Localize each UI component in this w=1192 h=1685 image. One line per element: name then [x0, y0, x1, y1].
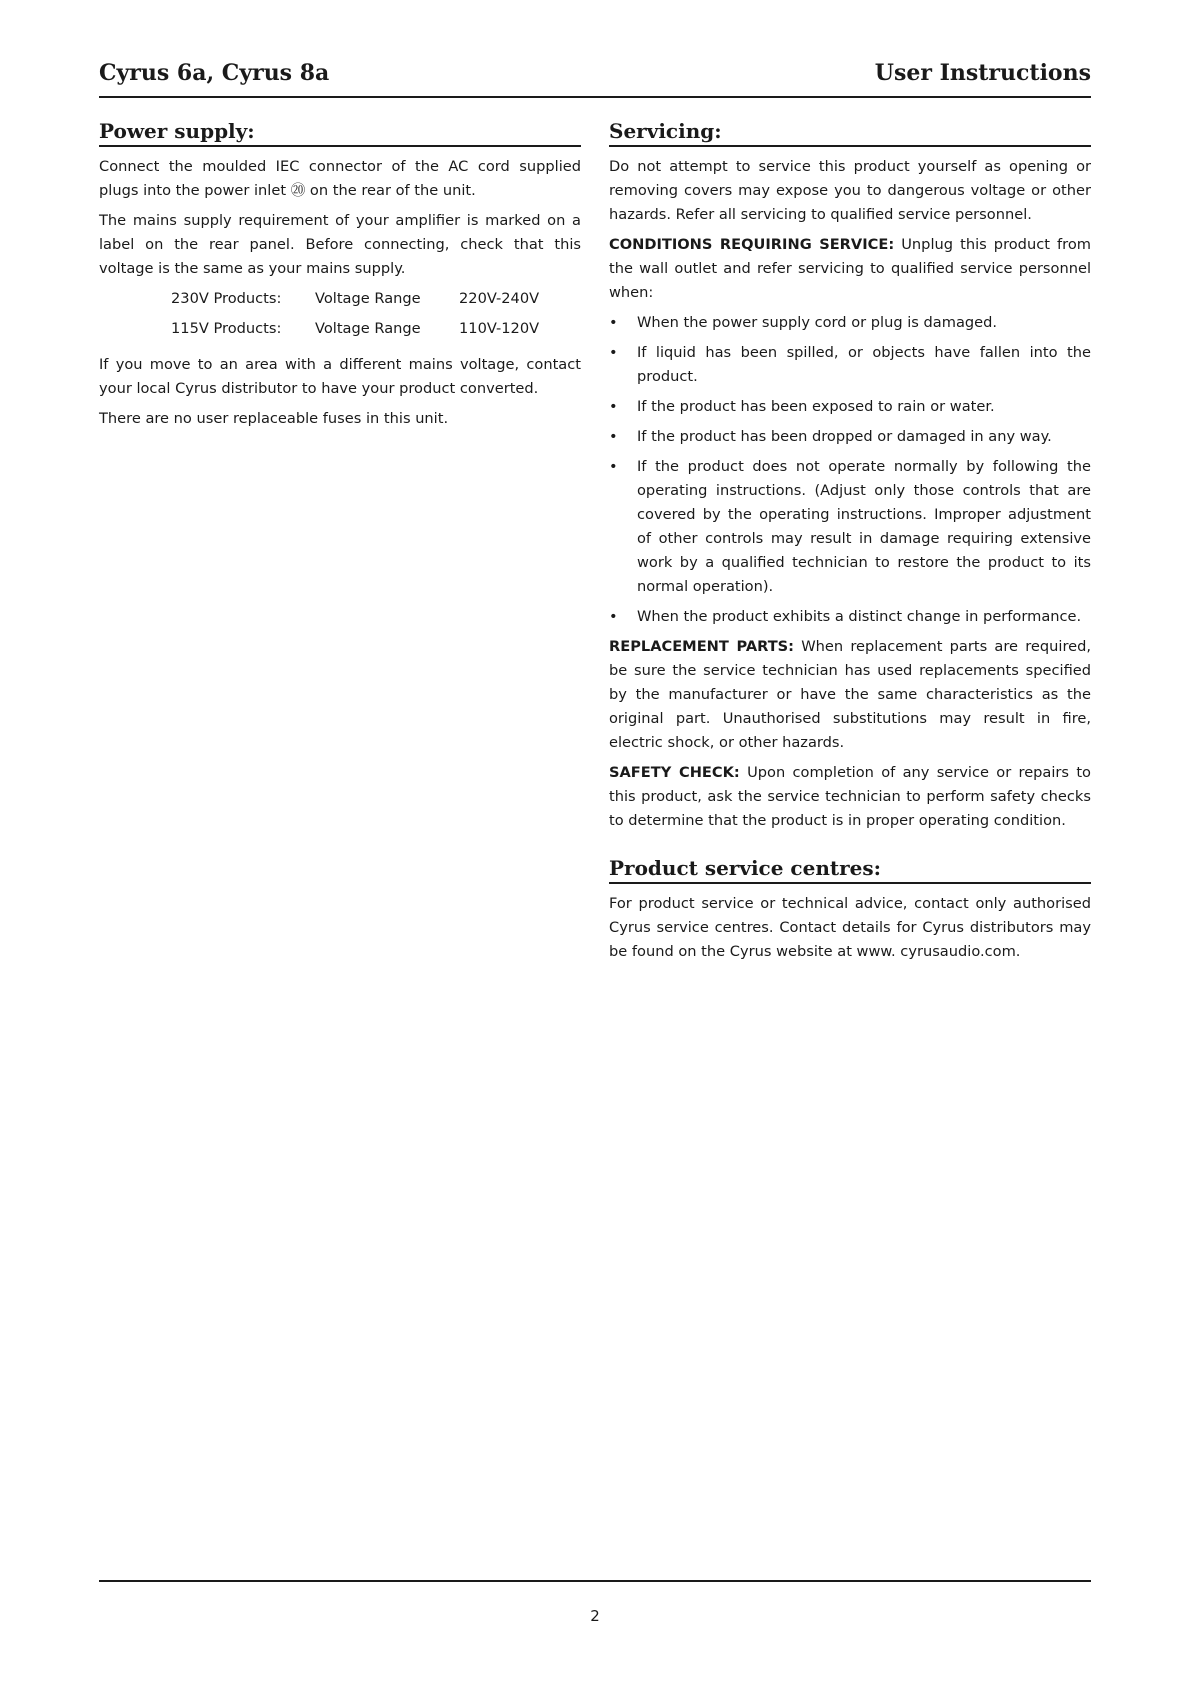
- footer-divider: [99, 1580, 1091, 1582]
- conditions-text: Unplug this product from the wall outlet and refer servicing to qualified service personnel when:: [609, 236, 1091, 301]
- voltage-row-230v: [171, 287, 539, 317]
- list-item: [609, 425, 1091, 449]
- right-column: [609, 118, 1091, 970]
- list-item: [609, 311, 1091, 335]
- list-item-text: If the product has been dropped or damaged in any way.: [637, 428, 1052, 445]
- list-item: [609, 455, 1091, 599]
- list-item: [609, 605, 1091, 629]
- list-item: [609, 341, 1091, 389]
- power-supply-heading: Power supply:: [99, 118, 581, 147]
- list-item-text: If liquid has been spilled, or objects have fallen into the product.: [637, 344, 1091, 385]
- safety-check-paragraph: [609, 761, 1091, 833]
- voltage-range: 110V-120V: [459, 320, 540, 337]
- voltage-product: 230V Products:: [171, 290, 282, 307]
- list-item-text: When the product exhibits a distinct change in performance.: [637, 608, 1082, 625]
- voltage-product: 115V Products:: [171, 320, 282, 337]
- header-document-title: User Instructions: [874, 60, 1091, 86]
- page-number: 2: [590, 1607, 600, 1625]
- bullet-icon: •: [609, 428, 618, 445]
- conditions-list: [609, 311, 1091, 629]
- replacement-parts-lead: REPLACEMENT PARTS:: [609, 638, 795, 655]
- bullet-icon: •: [609, 314, 618, 331]
- conditions-lead: CONDITIONS REQUIRING SERVICE:: [609, 236, 895, 253]
- service-centres-heading: Product service centres:: [609, 855, 1091, 884]
- conditions-paragraph: [609, 233, 1091, 305]
- voltage-row-115v: [171, 317, 539, 347]
- bullet-icon: •: [609, 344, 618, 361]
- list-item: [609, 395, 1091, 419]
- power-supply-paragraph-1: Connect the moulded IEC connector of the AC cord supplied plugs into the power inlet ⑳ on the rear of the unit.: [99, 158, 581, 199]
- replacement-parts-paragraph: [609, 635, 1091, 755]
- power-supply-paragraph-3: If you move to an area with a different mains voltage, contact your local Cyrus distributor to have your product converted.: [99, 356, 581, 397]
- voltage-label: Voltage Range: [315, 290, 421, 307]
- list-item-text: When the power supply cord or plug is damaged.: [637, 314, 998, 331]
- bullet-icon: •: [609, 398, 618, 415]
- list-item-text: If the product does not operate normally by following the operating instructions. (Adjust only those controls that are covered by the operating instructions. Improper adjustment of other controls may result in damage requiring extensive work by a qualified technician to restore the product to its normal operation).: [637, 458, 1091, 595]
- safety-check-text: Upon completion of any service or repairs to this product, ask the service technician to perform safety checks to determine that the product is in proper operating condition.: [609, 764, 1091, 829]
- bullet-icon: •: [609, 608, 618, 625]
- document-page: [99, 0, 1091, 1685]
- voltage-table: [171, 287, 539, 347]
- power-supply-paragraph-4: There are no user replaceable fuses in this unit.: [99, 410, 449, 427]
- list-item-text: If the product has been exposed to rain or water.: [637, 398, 995, 415]
- voltage-label: Voltage Range: [315, 320, 421, 337]
- safety-check-lead: SAFETY CHECK:: [609, 764, 740, 781]
- replacement-parts-text: When replacement parts are required, be sure the service technician has used replacements specified by the manufacturer or have the same characteristics as the original part. Unauthorised substitutions may result in fire, electric shock, or other hazards.: [609, 638, 1092, 751]
- left-column: [99, 118, 581, 437]
- servicing-paragraph-1: Do not attempt to service this product yourself as opening or removing covers may expose you to dangerous voltage or other hazards. Refer all servicing to qualified service personnel.: [609, 158, 1091, 223]
- servicing-heading: Servicing:: [609, 118, 1091, 147]
- power-supply-paragraph-2: The mains supply requirement of your amplifier is marked on a label on the rear panel. Before connecting, check that this voltage is the same as your mains supply.: [99, 212, 581, 277]
- voltage-range: 220V-240V: [459, 290, 540, 307]
- header-product-title: Cyrus 6a, Cyrus 8a: [99, 60, 330, 86]
- bullet-icon: •: [609, 458, 618, 475]
- service-centres-paragraph: For product service or technical advice, contact only authorised Cyrus service centres. Contact details for Cyrus distributors may be found on the Cyrus website at www. cyrusaudio.com.: [609, 895, 1091, 960]
- page-header: [99, 56, 1091, 98]
